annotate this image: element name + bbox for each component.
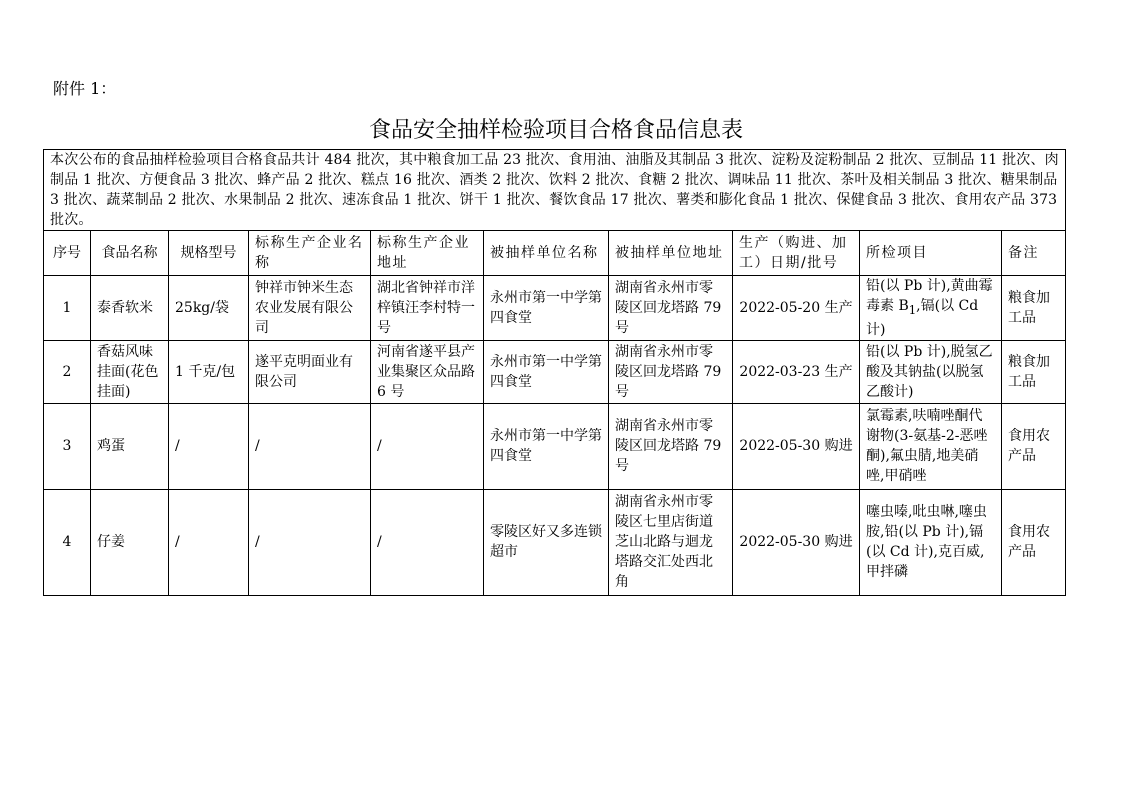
cell-producer-address: 河南省遂平县产业集聚区众品路 6 号 [371,340,484,403]
cell-producer-address: / [371,489,484,595]
cell-producer: / [249,403,371,489]
cell-remark: 粮食加工品 [1002,340,1066,403]
cell-seq: 2 [44,340,91,403]
header-sampled-address: 被抽样单位地址 [609,231,733,276]
cell-test-items: 噻虫嗪,吡虫啉,噻虫胺,铅(以 Pb 计),镉(以 Cd 计),克百威,甲拌磷 [860,489,1002,595]
cell-producer: / [249,489,371,595]
header-sampled-unit: 被抽样单位名称 [484,231,609,276]
table-row [44,489,1066,595]
header-date: 生产（购进、加工）日期/批号 [733,231,860,276]
cell-producer-address: / [371,403,484,489]
cell-date: 2022-03-23 生产 [733,340,860,403]
cell-sampled-unit: 永州市第一中学第四食堂 [484,340,609,403]
cell-date: 2022-05-30 购进 [733,403,860,489]
cell-producer: 遂平克明面业有限公司 [249,340,371,403]
cell-date: 2022-05-30 购进 [733,489,860,595]
header-producer: 标称生产企业名称 [249,231,371,276]
cell-food-name: 鸡蛋 [91,403,169,489]
cell-sampled-address: 湖南省永州市零陵区七里店街道芝山北路与迴龙塔路交汇处西北角 [609,489,733,595]
cell-producer-address: 湖北省钟祥市洋梓镇汪李村特一号 [371,276,484,341]
subscript-text: 1 [908,302,917,317]
cell-remark: 粮食加工品 [1002,276,1066,341]
cell-seq: 3 [44,403,91,489]
cell-food-name: 香菇风味挂面(花色挂面) [91,340,169,403]
header-seq: 序号 [44,231,91,276]
cell-spec: 1 千克/包 [169,340,249,403]
table-row [44,403,1066,489]
cell-sampled-address: 湖南省永州市零陵区回龙塔路 79 号 [609,403,733,489]
test-items-text-cont: ,镉(以 Cd 计) [866,298,979,338]
cell-sampled-unit: 永州市第一中学第四食堂 [484,276,609,341]
table-row [44,276,1066,341]
cell-sampled-address: 湖南省永州市零陵区回龙塔路 79 号 [609,276,733,341]
cell-spec: / [169,489,249,595]
cell-test-items [860,276,1002,341]
cell-spec: / [169,403,249,489]
cell-food-name: 仔姜 [91,489,169,595]
document-title: 食品安全抽样检验项目合格食品信息表 [368,118,743,143]
test-items-text: 铅(以 Pb 计),黄曲霉毒素 B [866,278,993,314]
header-producer-address: 标称生产企业地址 [371,231,484,276]
header-remark: 备注 [1002,231,1066,276]
cell-date: 2022-05-20 生产 [733,276,860,341]
cell-food-name: 泰香软米 [91,276,169,341]
header-food-name: 食品名称 [91,231,169,276]
cell-spec: 25kg/袋 [169,276,249,341]
header-test-items: 所检项目 [860,231,1002,276]
cell-sampled-address: 湖南省永州市零陵区回龙塔路 79 号 [609,340,733,403]
cell-sampled-unit: 零陵区好又多连锁超市 [484,489,609,595]
cell-test-items: 氯霉素,呋喃唑酮代谢物(3-氨基-2-恶唑酮),氟虫腈,地美硝唑,甲硝唑 [860,403,1002,489]
qualified-food-table [43,149,1066,596]
cell-remark: 食用农产品 [1002,403,1066,489]
attachment-label: 附件 1： [53,79,117,98]
table-header-row [44,231,1066,276]
header-spec: 规格型号 [169,231,249,276]
cell-seq: 4 [44,489,91,595]
summary-text: 本次公布的食品抽样检验项目合格食品共计 484 批次，其中粮食加工品 23 批次、食用油、油脂及其制品 3 批次、淀粉及淀粉制品 2 批次、豆制品 11 批次、肉制品 1 批次、方便食品 3 批次、蜂产品 2 批次、糕点 16 批次、酒类 2 批次、饮料 2 批次、食糖 2 批次、调味品 11 批次、茶叶及相关制品 3 批次、糖果制品 3 批次、蔬菜制品 2 批次、水果制品 2 批次、速冻食品 1 批次、饼干 1 批次、餐饮食品 17 批次、薯类和膨化食品 1 批次、保健食品 3 批次、食用农产品 373 批次。 [44,150,1066,231]
cell-sampled-unit: 永州市第一中学第四食堂 [484,403,609,489]
cell-remark: 食用农产品 [1002,489,1066,595]
cell-producer: 钟祥市钟米生态农业发展有限公司 [249,276,371,341]
cell-test-items: 铅(以 Pb 计),脱氢乙酸及其钠盐(以脱氢乙酸计) [860,340,1002,403]
table-row [44,340,1066,403]
cell-seq: 1 [44,276,91,341]
